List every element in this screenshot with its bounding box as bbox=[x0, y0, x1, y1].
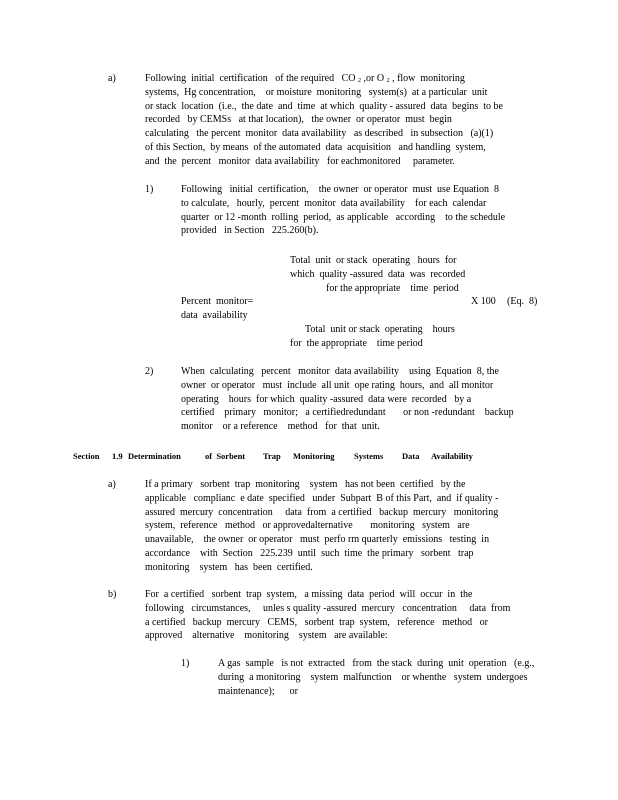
heading-word: Trap bbox=[263, 451, 281, 461]
heading-section-number: 1.9 bbox=[112, 451, 123, 461]
paragraph-line: approved alternative monitoring system are available: bbox=[145, 630, 388, 642]
item-marker-1: 1) bbox=[145, 184, 154, 195]
paragraph-line: quarter or 12 -month rolling period, as applicable according to the schedule bbox=[181, 211, 506, 223]
paragraph-line: system, reference method or approvedalternative monitoring system are bbox=[145, 520, 470, 532]
paragraph-line: of this Section, by means of the automated data acquisition and handling system, bbox=[145, 141, 486, 153]
paragraph-line: applicable complianc e date specified under Subpart B of this Part, and if quality - bbox=[145, 492, 499, 504]
paragraph-line: accordance with Section 225.239 until such time the primary sorbent trap bbox=[145, 547, 474, 559]
paragraph-2-operating-hours bbox=[181, 365, 514, 434]
paragraph-line: or stack location (i.e., the date and time at which quality - assured data begins to be bbox=[145, 100, 503, 112]
paragraph-line: recorded by CEMSs at that location), the owner or operator must begin bbox=[145, 114, 452, 126]
paragraph-line: maintenance); or bbox=[218, 685, 298, 697]
paragraph-line: certified primary monitor; a certifiedredundant or non -redundant backup bbox=[181, 407, 514, 419]
paragraph-line: calculating the percent monitor data availability as described in subsection (a)(1) bbox=[145, 128, 494, 140]
heading-word: Systems bbox=[354, 451, 384, 461]
heading-word: Determination bbox=[128, 451, 181, 461]
paragraph-line: If a primary sorbent trap monitoring system has not been certified by the bbox=[145, 479, 466, 490]
paragraph-line: owner or operator must include all unit ope rating hours, and all monitor bbox=[181, 379, 494, 391]
heading-section-label: Section bbox=[73, 451, 100, 461]
item-marker-1: 1) bbox=[181, 658, 190, 669]
equation-label: data availability bbox=[181, 310, 248, 321]
item-marker-2: 2) bbox=[145, 366, 154, 377]
heading-word: Availability bbox=[431, 451, 473, 461]
equation-number: (Eq. 8) bbox=[507, 296, 538, 307]
paragraph-line: assured mercury concentration data from a certified backup mercury monitoring bbox=[145, 506, 499, 518]
heading-word: of Sorbent bbox=[205, 451, 246, 461]
paragraph-line: systems, Hg concentration, or moisture monitoring system(s) at a particular unit bbox=[145, 86, 488, 98]
item-marker-a: a) bbox=[108, 73, 116, 84]
paragraph-line: monitoring system has been certified. bbox=[145, 561, 313, 573]
heading-word: Monitoring bbox=[293, 451, 335, 461]
paragraph-line: following circumstances, unles s quality -assured mercury concentration data from bbox=[145, 602, 511, 614]
paragraph-line: to calculate, hourly, percent monitor data availability for each calendar bbox=[181, 197, 487, 209]
paragraph-line: monitor or a reference method for that unit. bbox=[181, 421, 380, 433]
equation-numerator-line: Total unit or stack operating hours for bbox=[290, 255, 457, 266]
paragraph-line: Following initial certification, the owner or operator must use Equation 8 bbox=[181, 184, 499, 195]
equation-numerator-line: which quality -assured data was recorded bbox=[290, 269, 466, 280]
paragraph-line: Following initial certification of the required CO $_2$ ,or O $_2$ , flow monitoring bbox=[145, 73, 465, 84]
paragraph-line: unavailable, the owner or operator must perfo rm quarterly emissions testing in bbox=[145, 534, 490, 546]
paragraph-line: during a monitoring system malfunction or whenthe system undergoes bbox=[218, 671, 528, 683]
paragraph-line: operating hours for which quality -assured data were recorded by a bbox=[181, 393, 472, 405]
paragraph-line: and the percent monitor data availability for eachmonitored parameter. bbox=[145, 155, 455, 167]
paragraph-line: provided in Section 225.260(b). bbox=[181, 225, 319, 237]
item-marker-a: a) bbox=[108, 479, 116, 490]
equation-label: Percent monitor= bbox=[181, 296, 254, 307]
paragraph-line: When calculating percent monitor data availability using Equation 8, the bbox=[181, 366, 499, 377]
equation-multiplier: X 100 bbox=[471, 296, 496, 307]
paragraph-1-gas-sample bbox=[218, 657, 534, 698]
item-marker-b: b) bbox=[108, 589, 117, 600]
paragraph-line: A gas sample is not extracted from the stack during unit operation (e.g., bbox=[218, 658, 535, 669]
paragraph-b-missing-data bbox=[145, 588, 510, 643]
paragraph-a-initial-certification bbox=[145, 72, 503, 169]
equation-denominator-line: for the appropriate time period bbox=[290, 338, 423, 349]
paragraph-1-equation-usage bbox=[181, 183, 505, 238]
paragraph-line: For a certified sorbent trap system, a missing data period will occur in the bbox=[145, 589, 473, 600]
equation-denominator-line: Total unit or stack operating hours bbox=[305, 324, 455, 335]
paragraph-line: a certified backup mercury CEMS, sorbent trap system, reference method or bbox=[145, 616, 488, 628]
equation-numerator-line: for the appropriate time period bbox=[326, 283, 459, 294]
paragraph-a-sorbent-trap bbox=[145, 478, 499, 575]
heading-word: Data bbox=[402, 451, 420, 461]
